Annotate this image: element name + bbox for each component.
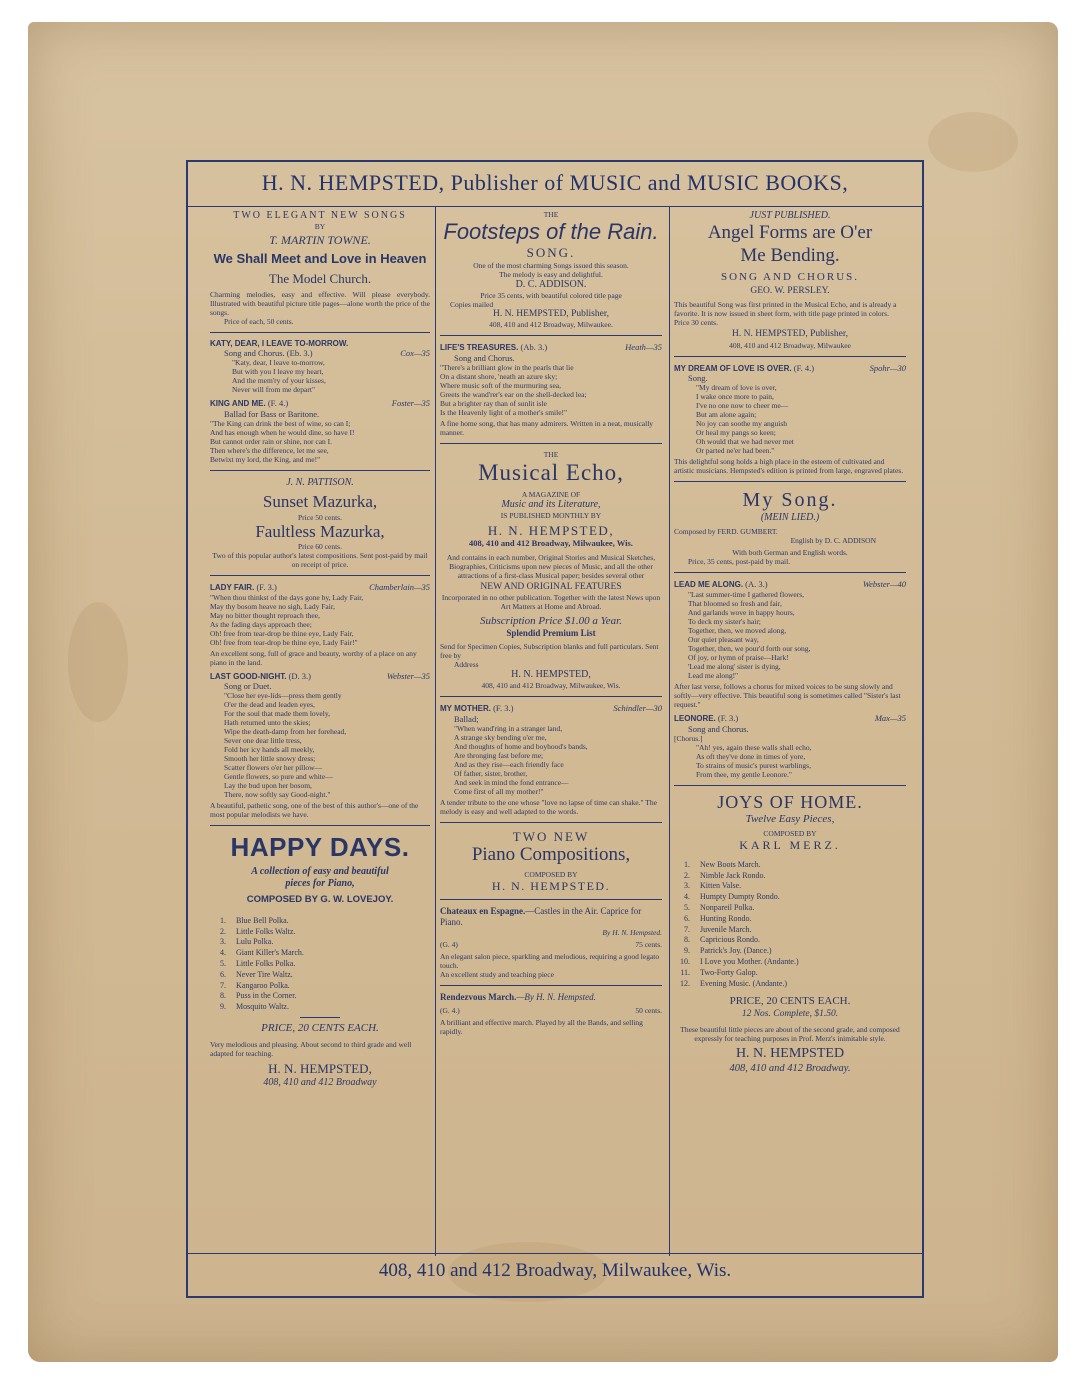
piano-composed: COMPOSED BY: [524, 870, 578, 880]
leonore-sub: Song and Chorus.: [688, 723, 749, 734]
pattison-piece-2: Faultless Mazurka,: [255, 521, 385, 541]
leonore-lyric: From thee, my gentle Leonore.": [696, 769, 792, 779]
piano-2-key: (G. 4.): [440, 1005, 460, 1015]
piano-1-by: By H. N. Hempsted.: [602, 928, 662, 938]
list-item: 9. Mosquito Waltz.: [220, 1002, 289, 1012]
lady-title: LADY FAIR.: [210, 582, 255, 592]
piano-1-desc: —Castles in the Air. Caprice for Piano.: [440, 906, 642, 928]
list-item: 7. Juvenile March.: [684, 924, 752, 934]
treasures-key: (Ab. 3.): [520, 342, 548, 353]
happy-title: HAPPY DAYS.: [230, 832, 410, 863]
katy-lyric: But with you I leave my heart,: [232, 367, 324, 377]
piano-1-price: 75 cents.: [635, 940, 662, 950]
mother-lyric: "When wand'ring in a stranger land,: [454, 723, 563, 733]
happy-price: PRICE, 20 CENTS EACH.: [261, 1022, 379, 1035]
echo-subscription: Subscription Price $1.00 a Year.: [480, 614, 622, 627]
katy-title: KATY, DEAR, I LEAVE TO-MORROW.: [210, 338, 349, 348]
rain-desc-2: The melody is easy and delightful.: [499, 269, 603, 279]
angel-author: GEO. W. PERSLEY.: [750, 285, 830, 296]
lead-lyric: Lead me along!": [688, 670, 739, 680]
lead-title: LEAD ME ALONG.: [674, 580, 744, 590]
lead-lyric: And garlands wove in happy hours,: [688, 607, 795, 617]
treasures-lyric: Greets the wand'rer's ear on the shell-decked lea;: [440, 390, 587, 400]
list-item: 6. Never Tire Waltz.: [220, 969, 293, 979]
mother-lyric: And as they rise—each friendly face: [454, 759, 564, 769]
rain-title: Footsteps of the Rain.: [443, 219, 659, 244]
goodnight-lyric: Lay the bud upon her bosom,: [224, 781, 312, 791]
lady-lyric: Oh! free from tear-drop be thine eye, Lady Fair!": [210, 637, 358, 647]
joys-list: [674, 860, 906, 990]
treasures-lyric: Where music soft of the murmuring sea,: [440, 381, 562, 391]
lead-lyric: Together, then, we moved along,: [688, 625, 787, 635]
column-right: [674, 210, 906, 1075]
goodnight-title: LAST GOOD-NIGHT.: [210, 671, 287, 681]
header-rule: [188, 206, 922, 207]
section-rule: [674, 572, 906, 573]
angel-desc: This beautiful Song was first printed in the Musical Echo, and is already a favorite. It is now issued in sheet form, with title page printed in colors. Price 30 cents.: [674, 300, 897, 328]
treasures-lyric: But a brighter ray than of sunlit isle: [440, 399, 547, 409]
pattison-piece-1: Sunset Mazurka,: [262, 492, 378, 512]
piano-1-note-2: An excellent study and teaching piece: [440, 970, 554, 980]
piano-2-price: 50 cents.: [635, 1005, 662, 1015]
dream-desc: This delightful song holds a high place in the esteem of cultivated and artistic musicians. Hempsted's edition is printed from large, engraved plates.: [674, 457, 904, 476]
pattison-price-1: Price 50 cents.: [298, 512, 342, 522]
lady-lyric: May no bitter thought reproach thee,: [210, 610, 320, 620]
section-rule: [210, 575, 430, 576]
mysong-english: English by D. C. ADDISON: [790, 536, 876, 546]
lead-lyric: To deck my sister's hair;: [688, 616, 761, 626]
column-left: [210, 210, 430, 1089]
page-footer: 408, 410 and 412 Broadway, Milwaukee, Wis.: [378, 1260, 732, 1281]
lead-lyric: "Last summer-time I gathered flowers,: [688, 589, 804, 599]
list-item: 4. Humpty Dumpty Rondo.: [684, 892, 780, 902]
treasures-title: LIFE'S TREASURES.: [440, 343, 519, 353]
katy-composer: Cox—35: [400, 348, 430, 359]
section-rule: [674, 356, 906, 357]
king-lyric: Betwixt my lord, the King, and me!": [210, 455, 321, 465]
goodnight-lyric: Scatter flowers o'er her pillow—: [224, 763, 322, 773]
mother-lyric: Are thronging fast before me;: [454, 750, 544, 760]
leonore-lyric: To strains of music's purest warblings,: [696, 760, 811, 770]
piano-2-title: Rendezvous March.: [440, 992, 517, 1003]
lead-lyric: Together, then, we pour'd forth our song,: [688, 643, 811, 653]
list-item: 5. Nonpareil Polka.: [684, 903, 755, 913]
dream-lyric: I wake once more to pain,: [696, 392, 774, 402]
rain-price: Price 35 cents, with beautiful colored title page: [480, 290, 622, 300]
lead-lyric: 'Lead me along' sister is dying,: [688, 661, 781, 671]
echo-desc: And contains in each number, Original Stories and Musical Sketches, Biographies, Criticisms upon new pieces of Music, and all the other attractions of a first-class Musical paper; besides several other: [446, 552, 656, 580]
piano-1-note-1: An elegant salon piece, sparkling and melodious, requiring a good legato touch.: [440, 952, 660, 971]
treasures-composer: Heath—35: [625, 342, 662, 353]
leonore-lyric: "Ah! yes, again these walls shall echo,: [696, 742, 812, 752]
joys-sub: Twelve Easy Pieces,: [745, 813, 835, 826]
lead-desc: After last verse, follows a chorus for mixed voices to be sung slowly and softly—very effective. This beautiful song is sometimes called "Sister's last request.": [674, 681, 901, 709]
list-item: 3. Lulu Polka.: [220, 937, 274, 947]
list-item: 9. Patrick's Joy. (Dance.): [684, 946, 772, 956]
mysong-title: My Song.: [742, 489, 838, 512]
goodnight-composer: Webster—35: [386, 670, 430, 681]
piano-title: Piano Compositions,: [471, 844, 631, 866]
dream-lyric: I've no one now to cheer me—: [696, 401, 789, 411]
goodnight-lyric: "Close her eye-lids—press them gently: [224, 691, 342, 701]
echo-publisher-2: H. N. HEMPSTED,: [511, 668, 591, 680]
lady-composer: Chamberlain—35: [369, 581, 430, 592]
echo-desc-2: Incorporated in no other publication. Together with the latest News upon Art Matters at Home and Abroad.: [441, 592, 661, 611]
mother-lyric: Come first of all my mother!": [454, 786, 544, 796]
echo-features: NEW AND ORIGINAL FEATURES: [480, 581, 622, 592]
happy-address: 408, 410 and 412 Broadway: [263, 1076, 377, 1088]
goodnight-lyric: There, now softly say Good-night.": [224, 790, 331, 800]
lady-lyric: As the fading days approach thee;: [210, 619, 312, 629]
mother-lyric: And thoughts of home and boyhood's bands,: [454, 741, 588, 751]
goodnight-desc: A beautiful, pathetic song, one of the best of this author's—one of the most popular melodists we have.: [210, 801, 419, 820]
angel-address: 408, 410 and 412 Broadway, Milwaukee: [729, 340, 851, 350]
echo-the: THE: [543, 450, 559, 460]
echo-sub: Music and its Literature,: [501, 498, 601, 510]
goodnight-lyric: For the soul that made them lovely,: [224, 709, 330, 719]
happy-desc: Very melodious and pleasing. About second to third grade and well adapted for teaching.: [210, 1040, 412, 1059]
list-item: 1. Blue Bell Polka.: [220, 915, 289, 925]
list-item: 8. Capricious Rondo.: [684, 935, 760, 945]
section-rule: [440, 443, 662, 444]
king-lyric: But cannot order rain or shine, nor can I.: [210, 437, 333, 447]
joys-address: 408, 410 and 412 Broadway.: [729, 1062, 851, 1074]
mother-lyric: A strange sky bending o'er me,: [454, 732, 547, 742]
list-item: 3. Kitten Valse.: [684, 881, 742, 891]
joys-desc: These beautiful little pieces are about of the second grade, and composed expressly for teaching purposes in Prof. Merz's inimitable style.: [680, 1025, 900, 1044]
treasures-desc: A fine home song, that has many admirers. Written in a neat, musically manner.: [440, 419, 654, 438]
goodnight-lyric: Fold her icy hands all meekly,: [224, 745, 315, 755]
column-middle: [440, 210, 662, 1036]
echo-address-label: Address: [454, 659, 479, 669]
section-rule: [440, 822, 662, 823]
happy-publisher: H. N. HEMPSTED,: [268, 1061, 372, 1077]
king-key: (F. 4.): [267, 398, 289, 409]
page-header: H. N. HEMPSTED, Publisher of MUSIC and MUSIC BOOKS,: [261, 170, 849, 195]
dream-composer: Spohr—30: [869, 362, 906, 373]
king-composer: Foster—35: [391, 398, 430, 409]
katy-lyric: And the mem'ry of your kisses,: [232, 376, 326, 386]
mother-key: (F. 3.): [493, 702, 514, 713]
section-rule: [440, 696, 662, 697]
dream-lyric: Or parted ne'er had been.": [696, 446, 775, 456]
treasures-lyric: Is the Heavenly light of a mother's smile!": [440, 408, 568, 418]
list-item: 2. Nimble Jack Rondo.: [684, 870, 766, 880]
short-rule: [300, 1017, 340, 1018]
joys-composed: COMPOSED BY: [763, 828, 817, 838]
list-item: 11. Two-Forty Galop.: [680, 967, 758, 977]
rain-song: SONG.: [526, 245, 576, 261]
rain-publisher: H. N. HEMPSTED, Publisher,: [493, 308, 609, 319]
mysong-sub: (MEIN LIED.): [760, 512, 820, 524]
rain-desc-1: One of the most charming Songs issued this season.: [473, 260, 629, 270]
mysong-price: Price, 35 cents, post-paid by mail.: [688, 557, 791, 567]
towne-author: T. MARTIN TOWNE.: [269, 233, 371, 247]
echo-address: 408, 410 and 412 Broadway, Milwaukee, Wis.: [469, 538, 633, 549]
lady-desc: An excellent song, full of grace and beauty, worthy of a place on any piano in the land.: [210, 648, 417, 667]
lady-lyric: "When thou thinkst of the days gone by, Lady Fair,: [210, 592, 364, 602]
mysong-composed: Composed by FERD. GUMBERT.: [674, 527, 778, 537]
mother-desc: A tender tribute to the one whose "love no lapse of time can shake." The melody is easy and well adapted to the words.: [440, 797, 657, 816]
piano-2-note: A brilliant and effective march. Played by all the Bands, and selling rapidly.: [440, 1017, 643, 1036]
paper-stain: [68, 602, 128, 722]
piano-two-new: TWO NEW: [512, 828, 590, 844]
section-rule: [210, 825, 430, 826]
goodnight-lyric: O'er the dead and leaden eyes,: [224, 700, 315, 710]
towne-price: Price of each, 50 cents.: [224, 316, 294, 326]
echo-monthly: IS PUBLISHED MONTHLY BY: [500, 510, 602, 520]
leonore-chorus: [Chorus.]: [674, 733, 703, 743]
angel-sub: SONG AND CHORUS.: [720, 270, 860, 283]
lead-lyric: Of joy, or hymn of praise—Hark!: [688, 652, 789, 662]
dream-key: (F. 4.): [793, 362, 815, 373]
king-sub: Ballad for Bass or Baritone.: [224, 408, 320, 419]
goodnight-lyric: Smooth her little snowy dress;: [224, 754, 316, 764]
king-lyric: "The King can drink the best of wine, so can I;: [210, 419, 351, 429]
piano-2-by: —By H. N. Hempsted.: [516, 992, 596, 1003]
dream-lyric: But am alone again;: [696, 410, 757, 420]
angel-title-2: Me Bending.: [740, 244, 840, 266]
happy-sub-2: pieces for Piano,: [285, 878, 355, 890]
list-item: 5. Little Folks Polka.: [220, 959, 296, 969]
king-lyric: And has enough when he would dine, so have I!: [210, 428, 355, 438]
treasures-lyric: "There's a brilliant glow in the pearls that lie: [440, 363, 574, 373]
lead-key: (A. 3.): [745, 579, 768, 590]
pattison-author: J. N. PATTISON.: [286, 477, 354, 489]
lady-lyric: May thy bosom heave no sigh, Lady Fair,: [210, 601, 335, 611]
list-item: 10. I Love you Mother. (Andante.): [680, 957, 799, 967]
joys-composer: KARL MERZ.: [739, 837, 841, 852]
piano-1-title: Chateaux en Espagne.: [440, 906, 526, 917]
happy-composer: COMPOSED BY G. W. LOVEJOY.: [246, 894, 394, 906]
list-item: 4. Giant Killer's March.: [220, 948, 304, 958]
leonore-key: (F. 3.): [717, 712, 739, 723]
echo-premium: Splendid Premium List: [506, 628, 596, 639]
column-divider: [435, 206, 436, 1256]
mother-lyric: And seek in mind the fond entrance—: [454, 777, 569, 787]
advertisement-frame: [186, 160, 924, 1298]
rain-address: 408, 410 and 412 Broadway, Milwaukee.: [489, 320, 613, 330]
section-rule: [440, 899, 662, 900]
list-item: 12. Evening Music. (Andante.): [680, 978, 788, 988]
towne-desc: Charming melodies, easy and effective. Will please everybody. Illustrated with beautiful picture title pages—alone worth the price of the songs.: [210, 289, 430, 317]
leonore-title: LEONORE.: [674, 713, 716, 723]
goodnight-lyric: Wipe the death-damp from her forehead,: [224, 727, 347, 737]
section-rule: [210, 332, 430, 333]
echo-send: Send for Specimen Copies, Subscription blanks and full particulars. Sent free by: [440, 641, 659, 660]
towne-song-2: The Model Church.: [268, 270, 372, 286]
list-item: 2. Little Folks Waltz.: [220, 926, 296, 936]
dream-lyric: No joy can soothe my anguish: [696, 419, 788, 429]
echo-publisher: H. N. HEMPSTED,: [487, 522, 615, 538]
mother-sub: Ballad;: [454, 713, 479, 724]
katy-lyric: Never will from me depart": [232, 385, 316, 395]
rain-the: THE: [543, 210, 559, 219]
dream-lyric: "My dream of love is over,: [696, 383, 777, 393]
treasures-lyric: On a distant shore, 'neath an azure sky;: [440, 372, 558, 382]
echo-title: Musical Echo,: [478, 460, 624, 486]
section-rule: [674, 785, 906, 786]
section-rule: [440, 335, 662, 336]
towne-kicker: TWO ELEGANT NEW SONGS: [233, 210, 407, 221]
katy-lyric: "Katy, dear, I leave to-morrow,: [232, 358, 325, 368]
pattison-desc: Two of this popular author's latest compositions. Sent post-paid by mail on receipt of price.: [212, 550, 428, 569]
echo-address-2: 408, 410 and 412 Broadway, Milwaukee, Wis.: [481, 680, 621, 690]
dream-title: MY DREAM OF LOVE IS OVER.: [674, 363, 792, 373]
goodnight-lyric: Gentle flowers, so pure and white—: [224, 772, 333, 782]
goodnight-key: (D. 3.): [288, 670, 312, 681]
footer-rule: [188, 1253, 922, 1254]
lead-lyric: Our quiet pleasant way,: [688, 634, 759, 644]
happy-sub-1: A collection of easy and beautiful: [251, 866, 389, 878]
towne-by: BY: [314, 222, 326, 231]
joys-price: PRICE, 20 CENTS EACH.: [729, 995, 851, 1008]
section-rule: [440, 985, 662, 986]
mother-lyric: Of father, sister, brother,: [454, 768, 528, 778]
goodnight-sub: Song or Duet.: [224, 681, 272, 692]
list-item: 1. New Boots March.: [684, 859, 761, 869]
goodnight-lyric: Hath returned unto the skies;: [224, 718, 311, 728]
goodnight-lyric: Sever one dear little tress,: [224, 736, 302, 746]
katy-sub: Song and Chorus. (Eb. 3.): [224, 348, 313, 359]
rain-author: D. C. ADDISON.: [515, 278, 587, 290]
dream-sub: Song.: [688, 373, 708, 384]
section-rule: [674, 481, 906, 482]
lady-lyric: Oh! free from tear-drop be thine eye, Lady Fair,: [210, 628, 354, 638]
lead-composer: Webster—40: [862, 579, 906, 590]
towne-song-1: We Shall Meet and Love in Heaven: [213, 251, 427, 267]
list-item: 8. Puss in the Corner.: [220, 991, 297, 1001]
column-divider: [669, 206, 670, 1256]
echo-magazine: A MAGAZINE OF: [521, 489, 581, 499]
piano-1-key: (G. 4): [440, 940, 458, 950]
mother-title: MY MOTHER.: [440, 703, 491, 713]
happy-list: [210, 916, 430, 1013]
joys-publisher: H. N. HEMPSTED: [735, 1046, 845, 1062]
mother-composer: Schindler—30: [613, 702, 662, 713]
angel-publisher: H. N. HEMPSTED, Publisher,: [732, 329, 848, 340]
treasures-sub: Song and Chorus.: [454, 352, 515, 363]
king-title: KING AND ME.: [210, 399, 266, 409]
joys-complete: 12 Nos. Complete, $1.50.: [741, 1008, 839, 1019]
angel-title-1: Angel Forms are O'er: [707, 222, 873, 243]
pattison-price-2: Price 60 cents.: [298, 541, 342, 551]
king-lyric: Then where's the difference, let me see,: [210, 446, 329, 456]
leonore-composer: Max—35: [874, 712, 906, 723]
section-rule: [210, 470, 430, 471]
paper-stain: [928, 112, 1018, 172]
joys-title: JOYS OF HOME.: [717, 791, 863, 812]
lead-lyric: That bloomed so fresh and fair,: [688, 598, 782, 608]
list-item: 7. Kangaroo Polka.: [220, 980, 290, 990]
mysong-words: With both German and English words.: [732, 548, 848, 558]
list-item: 6. Hunting Rondo.: [684, 913, 752, 923]
lady-key: (F. 3.): [256, 581, 277, 592]
angel-kicker: JUST PUBLISHED.: [749, 210, 831, 221]
dream-lyric: Oh would that we had never met: [696, 437, 794, 447]
rain-copies: Copies mailed: [450, 299, 494, 309]
piano-composer: H. N. HEMPSTED.: [491, 879, 611, 894]
dream-lyric: Or heal my pangs so keen;: [696, 428, 776, 438]
leonore-lyric: As oft they've done in times of yore,: [696, 751, 806, 761]
